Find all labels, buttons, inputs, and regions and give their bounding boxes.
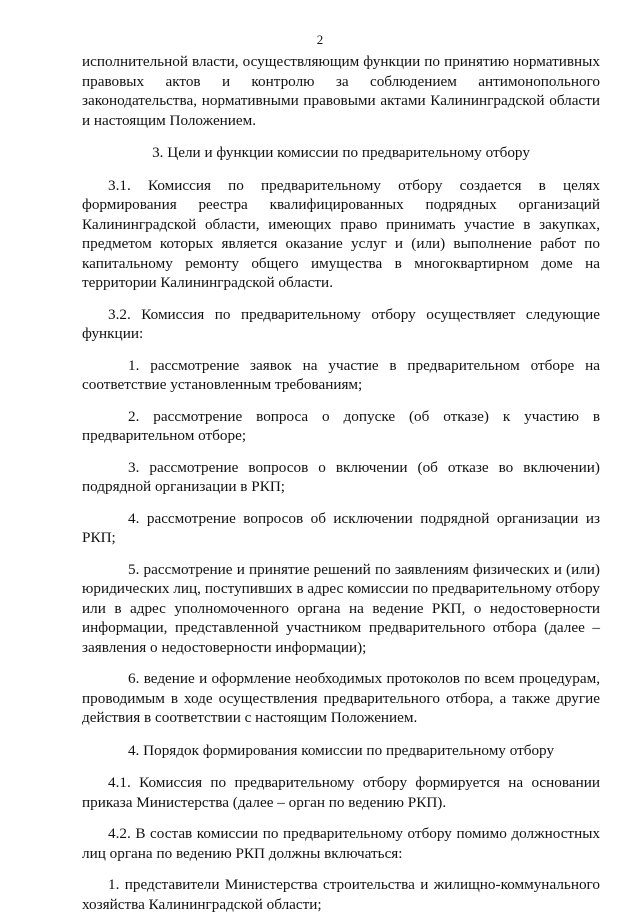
paragraph-3-2: 3.2. Комиссия по предварительному отбору осуществляет следующие функции:	[82, 305, 600, 342]
function-item-5: 5. рассмотрение и принятие решений по заявлениям физических и (или) юридических лиц, поступивших в адрес комиссии по предварительному отбору или в адрес уполномоченного органа на ведение РКП, о недостоверности информации, представленной участником предварительного отбора (далее – заявления о недостоверности информации);	[82, 560, 600, 656]
function-item-3: 3. рассмотрение вопросов о включении (об отказе во включении) подрядной организации в РКП;	[82, 458, 600, 495]
function-item-2: 2. рассмотрение вопроса о допуске (об отказе) к участию в предварительном отборе;	[82, 407, 600, 444]
page-number: 2	[316, 32, 324, 47]
member-item-1: 1. представители Министерства строительства и жилищно-коммунального хозяйства Калининградской области;	[82, 876, 600, 913]
function-item-6: 6. ведение и оформление необходимых протоколов по всем процедурам, проводимым в ходе осуществления предварительного отбора, а также другие действия в соответствии с настоящим Положением.	[82, 670, 600, 726]
function-item-4: 4. рассмотрение вопросов об исключении подрядной организации из РКП;	[82, 509, 600, 546]
section-3-heading: 3. Цели и функции комиссии по предварительному отбору	[152, 144, 530, 161]
function-item-1: 1. рассмотрение заявок на участие в предварительном отборе на соответствие установленным требованиям;	[82, 356, 600, 393]
section-4-heading: 4. Порядок формирования комиссии по предварительному отбору	[127, 741, 555, 759]
paragraph-4-1: 4.1. Комиссия по предварительному отбору формируется на основании приказа Министерства (далее – орган по ведению РКП).	[82, 774, 600, 811]
intro-paragraph: исполнительной власти, осуществляющим функции по принятию нормативных правовых актов и контролю за соблюдением антимонопольного законодательства, нормативными правовыми актами Калининградской области и настоящим Положением.	[82, 53, 600, 129]
paragraph-3-1: 3.1. Комиссия по предварительному отбору создается в целях формирования реестра квалифицированных подрядных организаций Калининградской области, имеющих право принимать участие в закупках, предметом которых является оказание услуг и (или) выполнение работ по капитальному ремонту общего имущества в многоквартирном доме на территории Калининградской области.	[82, 176, 600, 291]
paragraph-4-2: 4.2. В состав комиссии по предварительному отбору помимо должностных лиц органа по ведению РКП должны включаться:	[82, 825, 600, 862]
document-body	[82, 52, 600, 914]
